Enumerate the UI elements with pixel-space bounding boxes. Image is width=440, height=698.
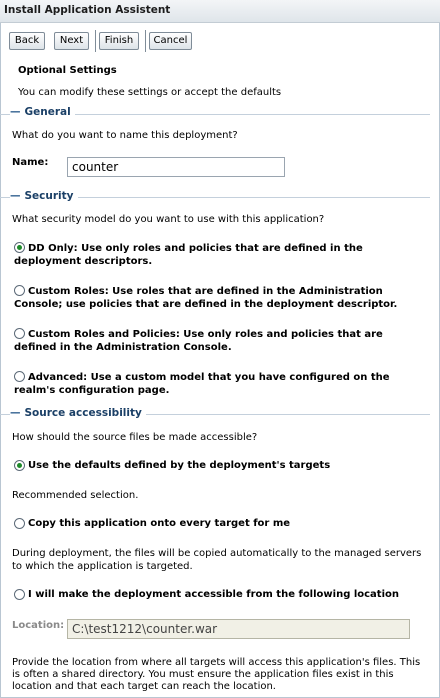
title-bar (0, 0, 440, 23)
security-option-label: Custom Roles: Use roles that are defined in the Administration Console; use policies that are defined in the deployment descriptor. (14, 286, 398, 310)
security-option-label: Custom Roles and Policies: Use only roles and policies that are defined in the Administration Console. (14, 329, 383, 353)
section-dash: — (10, 190, 21, 202)
section-dash: — (10, 407, 21, 419)
source-option-copy (14, 517, 409, 530)
security-option-dd-only (14, 242, 409, 268)
location-help-text: Provide the location from where all targets will access this application's files. This is often a shared directory. You must ensure the application files exist in this location and that each target can reach the location. (12, 657, 421, 692)
next-button[interactable]: Next (54, 32, 89, 50)
section-source-label: Source accessibility (24, 407, 142, 419)
security-option-label: Advanced: Use a custom model that you have configured on the realm's configuration page. (14, 372, 390, 396)
finish-button[interactable]: Finish (99, 32, 139, 50)
security-question: What security model do you want to use with this application? (12, 214, 325, 225)
security-option-label: DD Only: Use only roles and policies that are defined in the deployment descriptors. (14, 243, 363, 267)
toolbar-separator (145, 30, 146, 52)
security-option-custom-roles (14, 285, 409, 311)
section-security-heading (10, 190, 78, 202)
source-option-label: Copy this application onto every target for me (28, 518, 291, 529)
optional-settings-heading: Optional Settings (18, 65, 117, 76)
section-security-label: Security (24, 190, 74, 202)
source-note-copy: During deployment, the files will be copied automatically to the managed servers to which the application is targeted. (12, 548, 422, 572)
source-option-defaults (14, 459, 409, 472)
general-question: What do you want to name this deployment? (12, 130, 238, 141)
source-option-label: I will make the deployment accessible from the following location (28, 589, 400, 600)
section-dash: — (10, 106, 21, 118)
optional-settings-subtext: You can modify these settings or accept the defaults (18, 87, 282, 98)
source-option-location (14, 588, 409, 601)
location-label: Location: (12, 620, 65, 631)
source-note-recommended: Recommended selection. (12, 490, 139, 501)
source-question: How should the source files be made accessible? (12, 432, 258, 443)
source-option-label: Use the defaults defined by the deployment's targets (28, 460, 331, 471)
section-source-heading (10, 407, 146, 419)
toolbar-separator (95, 30, 96, 52)
cancel-button[interactable]: Cancel (149, 32, 192, 50)
section-general-heading (10, 106, 75, 118)
security-option-custom-roles-policies (14, 328, 409, 354)
security-option-advanced (14, 371, 409, 397)
location-input[interactable] (67, 619, 410, 639)
window-title: Install Application Assistent (4, 4, 171, 16)
section-general-label: General (24, 106, 71, 118)
back-button[interactable]: Back (9, 32, 45, 50)
name-input[interactable] (67, 157, 285, 177)
name-label: Name: (12, 157, 49, 168)
